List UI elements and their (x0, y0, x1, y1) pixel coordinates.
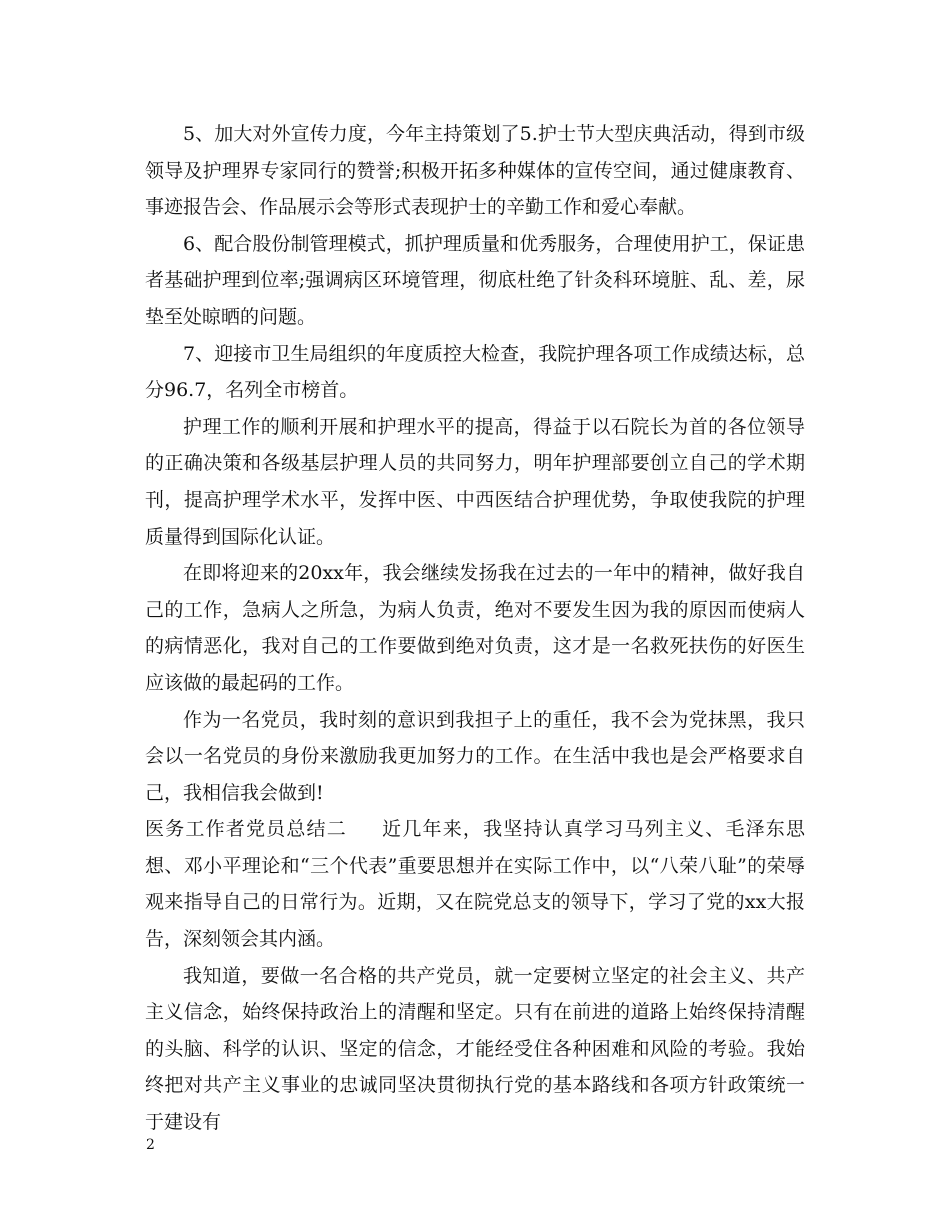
paragraph-item-6: 6、配合股份制管理模式，抓护理质量和优秀服务，合理使用护工，保证患者基础护理到位率;强调病区环境管理，彻底杜绝了针灸科环境脏、乱、差，尿垫至处晾晒的问题。 (145, 232, 805, 328)
section-title: 医务工作者党员总结二 (145, 818, 347, 841)
section-text: 近几年来，我坚持认真学习马列主义、毛泽东思想、邓小平理论和“三个代表”重要思想并在实际工作中，以“八荣八耻”的荣辱观来指导自己的日常行为。近期，又在院党总支的领导下，学习了党的xx大报告，深刻领会其内涵。 (145, 818, 805, 951)
paragraph-new-year-plan: 在即将迎来的20xx年，我会继续发扬我在过去的一年中的精神，做好我自己的工作，急病人之所急，为病人负责，绝对不要发生因为我的原因而使病人的病情恶化，我对自己的工作要做到绝对负责，这才是一名救死扶伤的好医生应该做的最起码的工作。 (145, 562, 805, 694)
paragraph-nursing-summary: 护理工作的顺利开展和护理水平的提高，得益于以石院长为首的各位领导的正确决策和各级基层护理人员的共同努力，明年护理部要创立自己的学术期刊，提高护理学术水平，发挥中医、中西医结合护理优势，争取使我院的护理质量得到国际化认证。 (145, 415, 805, 548)
paragraph-communist-belief: 我知道，要做一名合格的共产党员，就一定要树立坚定的社会主义、共产主义信念，始终保持政治上的清醒和坚定。只有在前进的道路上始终保持清醒的头脑、科学的认识、坚定的信念，才能经受住各种困难和风险的考验。我始终把对共产主义事业的忠诚同坚决贯彻执行党的基本路线和各项方针政策统一于建设有 (145, 964, 805, 1134)
section-paragraph (145, 811, 805, 957)
paragraph-party-member: 作为一名党员，我时刻的意识到我担子上的重任，我不会为党抹黑，我只会以一名党员的身份来激励我更加努力的工作。在生活中我也是会严格要求自己，我相信我会做到! (145, 708, 805, 804)
document-body (145, 116, 805, 1141)
paragraph-item-5: 5、加大对外宣传力度，今年主持策划了5.护士节大型庆典活动，得到市级领导及护理界专家同行的赞誉;积极开拓多种媒体的宣传空间，通过健康教育、事迹报告会、作品展示会等形式表现护士的辛勤工作和爱心奉献。 (145, 123, 805, 219)
paragraph-item-7: 7、迎接市卫生局组织的年度质控大检查，我院护理各项工作成绩达标，总分96.7，名列全市榜首。 (145, 342, 805, 402)
page-number: 2 (146, 1137, 155, 1153)
